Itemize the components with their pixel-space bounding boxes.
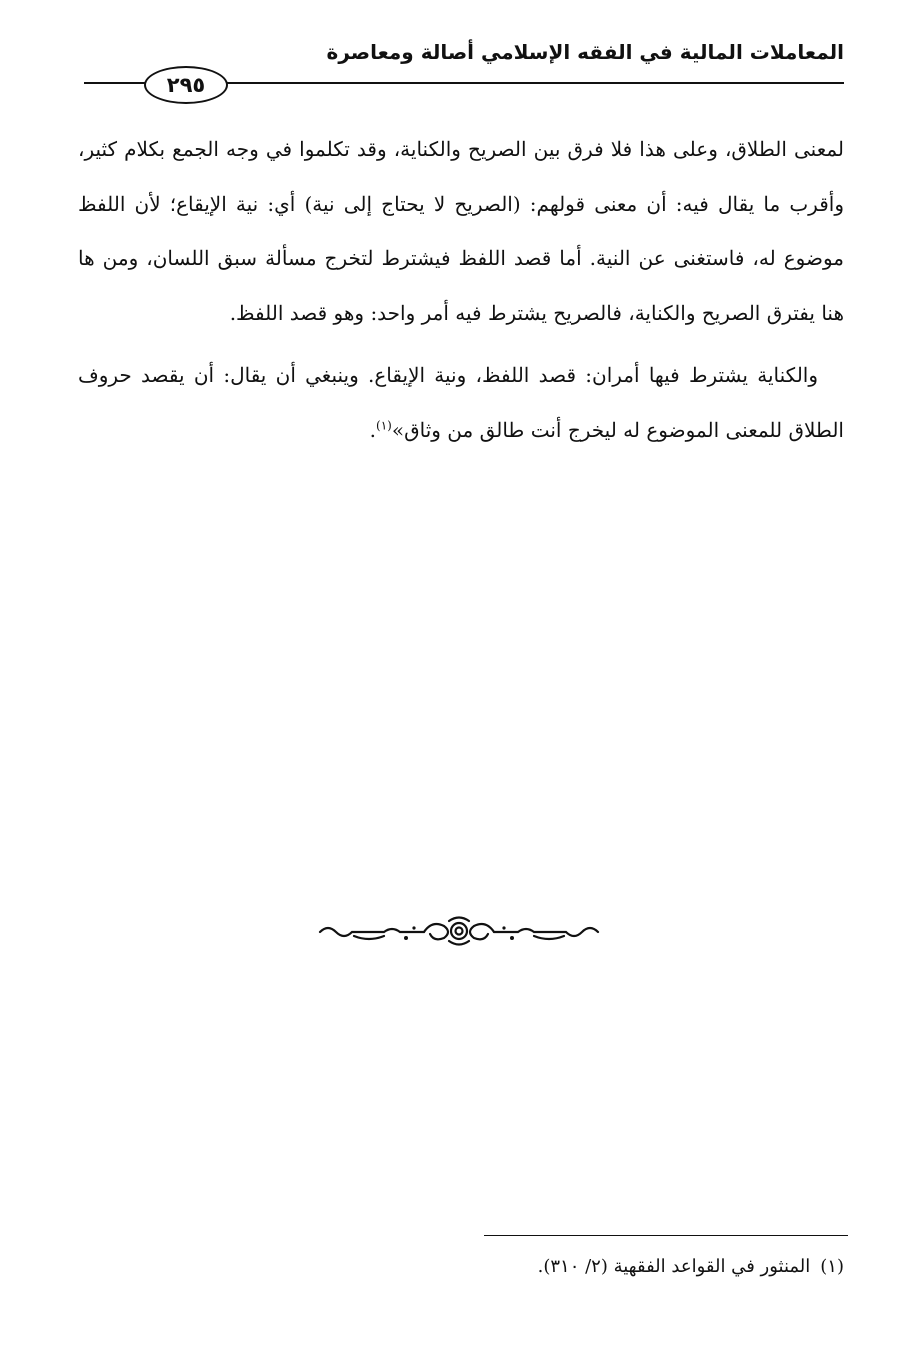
footnote-text: المنثور في القواعد الفقهية (٢/ ٣١٠). — [537, 1256, 811, 1277]
running-title: المعاملات المالية في الفقه الإسلامي أصالة ومعاصرة — [326, 40, 844, 64]
paragraph-1: لمعنى الطلاق، وعلى هذا فلا فرق بين الصريح والكناية، وقد تكلموا في وجه الجمع بكلام كثير، وأقرب ما يقال فيه: أن معنى قولهم: (الصريح لا يحتاج إلى نية) أي: نية الإيقاع؛ لأن اللفظ موضوع له، فاستغنى عن النية. أما قصد اللفظ فيشترط لتخرج مسألة سبق اللسان، ومن ها هنا يفترق الصريح والكناية، فالصريح يشترط فيه أمر واحد: وهو قصد اللفظ. — [78, 137, 844, 325]
footnote-number: (١) — [820, 1256, 844, 1277]
page-number: ٢٩٥ — [144, 66, 228, 104]
page-header — [0, 0, 920, 110]
footnote-reference[interactable]: (١) — [376, 417, 392, 432]
ornament-divider-icon — [314, 912, 604, 952]
paragraph-2-end: . — [369, 417, 377, 442]
body-text — [78, 122, 844, 457]
footnote-1 — [538, 1256, 844, 1277]
paragraph-2-text: والكناية يشترط فيها أمران: قصد اللفظ، ونية الإيقاع. وينبغي أن يقال: أن يقصد حروف الطلاق للمعنى الموضوع له ليخرج أنت طالق من وثاق» — [78, 363, 844, 442]
footnote-separator — [484, 1235, 848, 1236]
paragraph-2 — [78, 348, 844, 457]
